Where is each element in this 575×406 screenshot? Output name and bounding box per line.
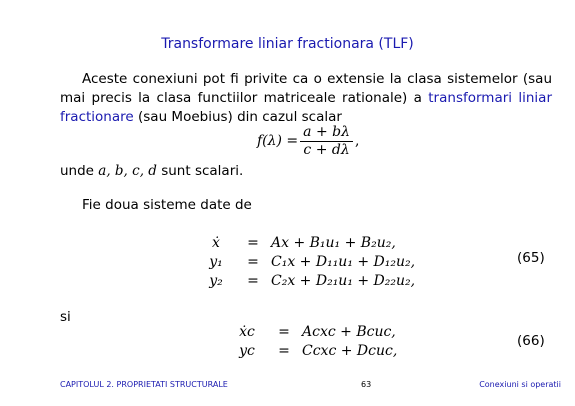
row-lhs: y₂: [209, 273, 223, 289]
system-66: [228, 323, 397, 361]
row-equals: =: [247, 254, 259, 270]
row-lhs: yc: [239, 343, 255, 359]
footer-chapter: CAPITOLUL 2. PROPRIETATI STRUCTURALE: [60, 380, 228, 389]
row-equals: =: [278, 343, 290, 359]
system-65-row: [197, 253, 415, 272]
formula-fraction: [300, 125, 353, 158]
row-lhs: y₁: [209, 254, 223, 270]
formula-numerator: a + bλ: [300, 125, 353, 142]
intro-paragraph: [60, 70, 552, 127]
row-equals: =: [278, 324, 290, 340]
scalars-suffix: sunt scalari.: [156, 163, 244, 179]
row-rhs: Acxc + Bcuc,: [302, 324, 396, 340]
paragraph-highlight: transformari liniar fractionare: [60, 90, 552, 125]
equation-number-65: (65): [517, 250, 545, 266]
system-66-row: [228, 342, 397, 361]
scalars-prefix: unde: [60, 163, 99, 179]
row-equals: =: [247, 273, 259, 289]
system-65-row: [197, 234, 415, 253]
formula-lhs: f(λ) =: [257, 133, 299, 149]
row-rhs: Ax + B₁u₁ + B₂u₂,: [271, 235, 396, 251]
slide-title: Transformare liniar fractionara (TLF): [161, 36, 414, 52]
formula-trail: ,: [354, 133, 360, 149]
row-lhs: ẋc: [239, 324, 255, 340]
paragraph-text-1: Aceste conexiuni pot fi privite ca o extensie la clasa sistemelor (sau mai precis la clasa functiilor matriceale rationale) a: [60, 71, 552, 106]
system-65-row: [197, 272, 415, 291]
row-rhs: C₂x + D₂₁u₁ + D₂₂u₂,: [271, 273, 416, 289]
footer-section: Conexiuni si operatii: [479, 380, 561, 389]
row-lhs: ẋ: [212, 235, 220, 251]
system-66-row: [228, 323, 397, 342]
equation-number-66: (66): [517, 333, 545, 349]
scalars-line: [60, 162, 243, 180]
formula-denominator: c + dλ: [303, 141, 350, 158]
row-rhs: Ccxc + Dcuc,: [302, 343, 398, 359]
row-equals: =: [247, 235, 259, 251]
paragraph-text-2: (sau Moebius) din cazul scalar: [133, 109, 342, 125]
tlf-formula: [257, 124, 359, 158]
si-word: si: [60, 309, 71, 325]
scalars-vars: a, b, c, d: [98, 163, 157, 179]
system-65: [197, 234, 415, 291]
footer-page-number: 63: [361, 380, 372, 389]
systems-intro: Fie doua sisteme date de: [82, 197, 252, 213]
row-rhs: C₁x + D₁₁u₁ + D₁₂u₂,: [271, 254, 416, 270]
